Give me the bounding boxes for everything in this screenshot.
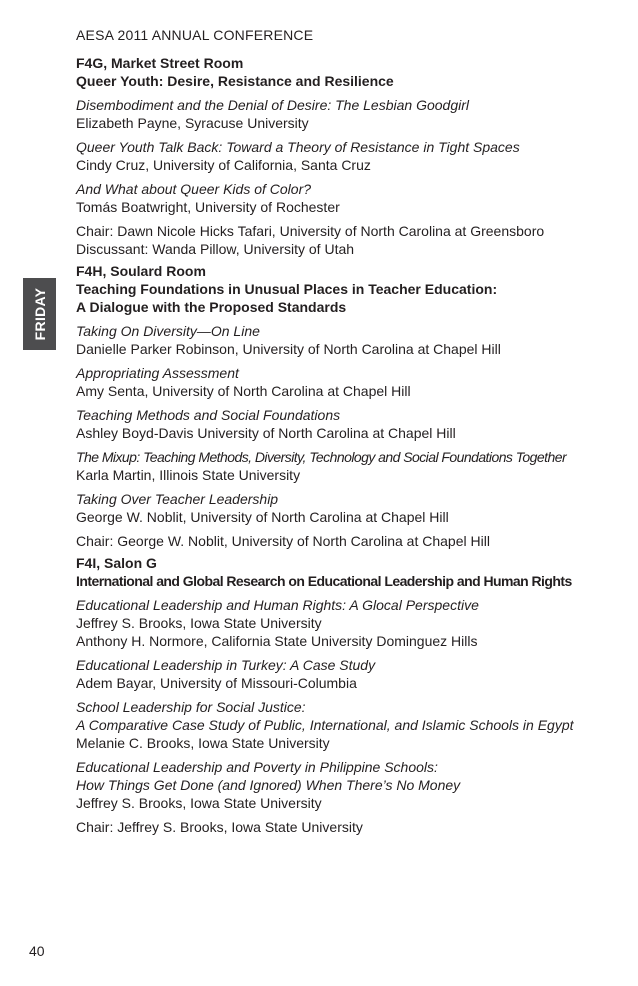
paper-title: Appropriating Assessment	[76, 365, 239, 381]
paper-entry	[76, 96, 621, 132]
session-title: Queer Youth: Desire, Resistance and Resilience	[76, 73, 394, 89]
session-block	[76, 262, 621, 550]
session-code-room: F4I, Salon G	[76, 555, 157, 571]
paper-title: Queer Youth Talk Back: Toward a Theory of Resistance in Tight Spaces	[76, 139, 520, 155]
session-block	[76, 554, 621, 836]
paper-title: School Leadership for Social Justice:	[76, 699, 306, 715]
paper-title: Taking On Diversity—On Line	[76, 323, 260, 339]
paper-title: Educational Leadership and Human Rights: A Glocal Perspective	[76, 597, 479, 613]
paper-title: Teaching Methods and Social Foundations	[76, 407, 341, 423]
paper-entry	[76, 138, 621, 174]
paper-entry	[76, 448, 621, 484]
program-listing	[76, 54, 621, 840]
session-title: A Dialogue with the Proposed Standards	[76, 299, 347, 315]
paper-title: Taking Over Teacher Leadership	[76, 491, 279, 507]
day-tab	[23, 278, 56, 350]
paper-entry	[76, 656, 621, 692]
paper-entry	[76, 596, 621, 650]
paper-entry	[76, 364, 621, 400]
page-number: 40	[29, 943, 45, 959]
paper-entry	[76, 698, 621, 752]
presenter-affiliation: Danielle Parker Robinson, University of North Carolina at Chapel Hill	[76, 341, 501, 357]
paper-title: Educational Leadership and Poverty in Philippine Schools:	[76, 759, 438, 775]
session-code-room: F4H, Soulard Room	[76, 263, 206, 279]
paper-entry	[76, 406, 621, 442]
session-block	[76, 54, 621, 258]
paper-entry	[76, 322, 621, 358]
presenter-affiliation: George W. Noblit, University of North Carolina at Chapel Hill	[76, 509, 449, 525]
session-code-room: F4G, Market Street Room	[76, 55, 244, 71]
paper-entry	[76, 818, 621, 836]
session-title: Teaching Foundations in Unusual Places in Teacher Education:	[76, 281, 498, 297]
running-header: AESA 2011 ANNUAL CONFERENCE	[76, 27, 314, 43]
session-title: International and Global Research on Educational Leadership and Human Rights	[76, 573, 572, 589]
paper-title: How Things Get Done (and Ignored) When There’s No Money	[76, 777, 461, 793]
paper-title: A Comparative Case Study of Public, International, and Islamic Schools in Egypt	[76, 717, 574, 733]
presenter-affiliation: Elizabeth Payne, Syracuse University	[76, 115, 309, 131]
paper-title: Educational Leadership in Turkey: A Case Study	[76, 657, 376, 673]
presenter-affiliation: Adem Bayar, University of Missouri-Columbia	[76, 675, 357, 691]
paper-entry	[76, 180, 621, 216]
presenter-affiliation: Ashley Boyd-Davis University of North Carolina at Chapel Hill	[76, 425, 456, 441]
presenter-affiliation: Anthony H. Normore, California State University Dominguez Hills	[76, 633, 478, 649]
paper-entry	[76, 222, 621, 258]
presenter-affiliation: Jeffrey S. Brooks, Iowa State University	[76, 615, 322, 631]
presenter-affiliation: Cindy Cruz, University of California, Santa Cruz	[76, 157, 371, 173]
presenter-affiliation: Karla Martin, Illinois State University	[76, 467, 301, 483]
presenter-affiliation: Melanie C. Brooks, Iowa State University	[76, 735, 330, 751]
paper-title: The Mixup: Teaching Methods, Diversity, Technology and Social Foundations Together	[76, 449, 567, 465]
presenter-affiliation: Chair: Jeffrey S. Brooks, Iowa State University	[76, 819, 363, 835]
day-tab-label: FRIDAY	[31, 287, 48, 341]
paper-entry	[76, 490, 621, 526]
presenter-affiliation: Tomás Boatwright, University of Rochester	[76, 199, 340, 215]
paper-title: Disembodiment and the Denial of Desire: The Lesbian Goodgirl	[76, 97, 469, 113]
presenter-affiliation: Chair: George W. Noblit, University of North Carolina at Chapel Hill	[76, 533, 490, 549]
presenter-affiliation: Amy Senta, University of North Carolina at Chapel Hill	[76, 383, 411, 399]
paper-entry	[76, 532, 621, 550]
presenter-affiliation: Discussant: Wanda Pillow, University of Utah	[76, 241, 355, 257]
paper-entry	[76, 758, 621, 812]
paper-title: And What about Queer Kids of Color?	[76, 181, 312, 197]
presenter-affiliation: Jeffrey S. Brooks, Iowa State University	[76, 795, 322, 811]
presenter-affiliation: Chair: Dawn Nicole Hicks Tafari, University of North Carolina at Greensboro	[76, 223, 545, 239]
